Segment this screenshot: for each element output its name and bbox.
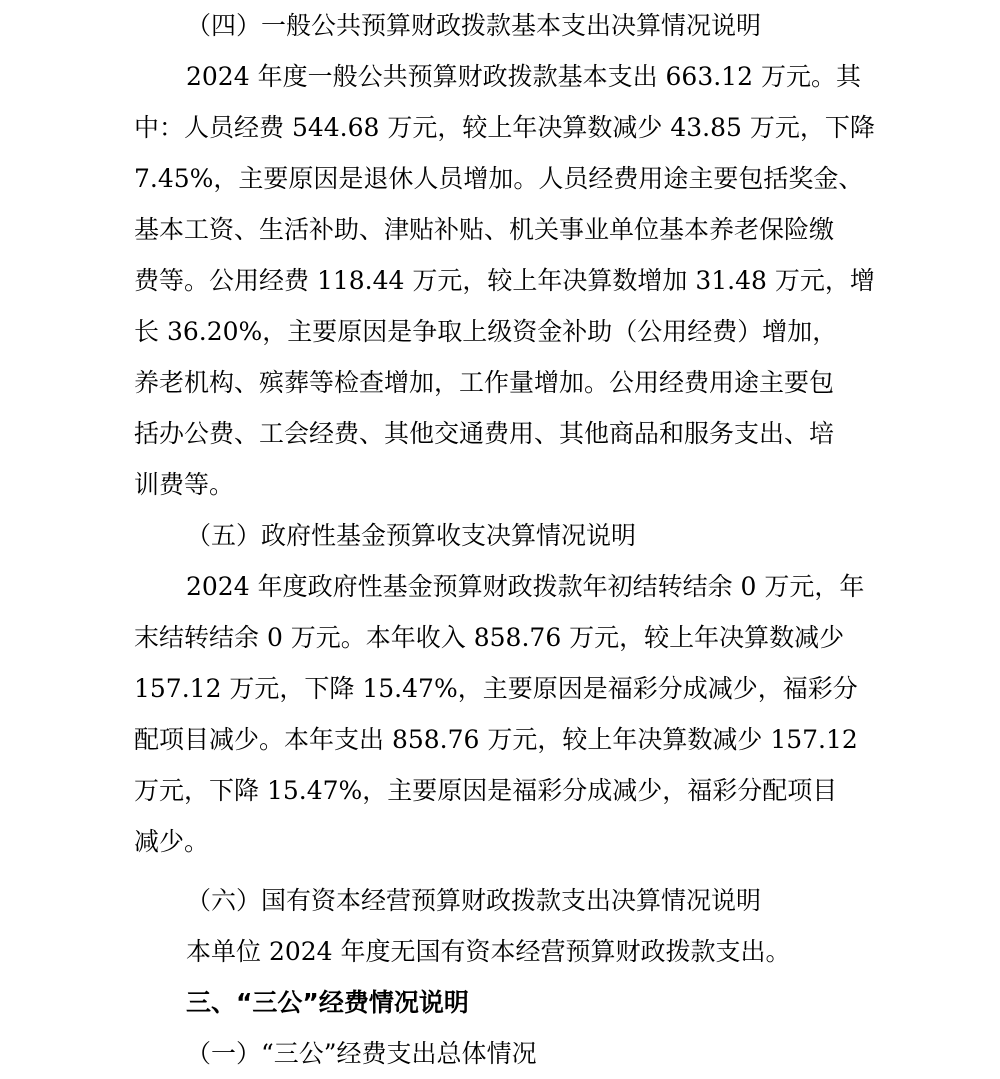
line-text: 训费等。 xyxy=(134,470,235,499)
paragraph-line xyxy=(134,306,879,357)
line-text: 中：人员经费 544.68 万元，较上年决算数减少 43.85 万元，下降 xyxy=(134,113,875,142)
section-5-heading-text: （五）政府性基金预算收支决算情况说明 xyxy=(186,521,637,550)
paragraph-line xyxy=(134,663,879,714)
paragraph-line xyxy=(134,612,879,663)
paragraph-line xyxy=(134,926,879,977)
paragraph-line xyxy=(134,357,879,408)
line-text: 2024 年度一般公共预算财政拨款基本支出 663.12 万元。其 xyxy=(186,62,861,91)
paragraph-line xyxy=(134,408,879,459)
line-text: 基本工资、生活补助、津贴补贴、机关事业单位基本养老保险缴 xyxy=(134,215,835,244)
section-6-heading xyxy=(134,875,879,926)
section-6-heading-text: （六）国有资本经营预算财政拨款支出决算情况说明 xyxy=(186,886,762,915)
section-three-1-heading xyxy=(134,1028,879,1079)
paragraph-line xyxy=(134,153,879,204)
paragraph-line xyxy=(134,816,879,867)
paragraph-line xyxy=(134,459,879,510)
line-text: 7.45%，主要原因是退休人员增加。人员经费用途主要包括奖金、 xyxy=(134,164,864,193)
line-text: 157.12 万元，下降 15.47%，主要原因是福彩分成减少，福彩分 xyxy=(134,674,858,703)
paragraph-line xyxy=(134,102,879,153)
line-text: 2024 年度政府性基金预算财政拨款年初结转结余 0 万元，年 xyxy=(186,572,865,601)
section-three-heading xyxy=(134,977,879,1028)
line-text: 括办公费、工会经费、其他交通费用、其他商品和服务支出、培 xyxy=(134,419,835,448)
line-text: 万元，下降 15.47%，主要原因是福彩分成减少，福彩分配项目 xyxy=(134,776,838,805)
paragraph-line xyxy=(134,204,879,255)
paragraph-line xyxy=(134,765,879,816)
section-5-heading xyxy=(134,510,879,561)
line-text: 本单位 2024 年度无国有资本经营预算财政拨款支出。 xyxy=(186,937,791,966)
line-text: 长 36.20%，主要原因是争取上级资金补助（公用经费）增加， xyxy=(134,317,838,346)
line-text: 末结转结余 0 万元。本年收入 858.76 万元，较上年决算数减少 xyxy=(134,623,845,652)
section-three-heading-text: 三、“三公”经费情况说明 xyxy=(186,988,469,1017)
paragraph-line xyxy=(134,51,879,102)
section-three-1-heading-text: （一）“三公”经费支出总体情况 xyxy=(186,1039,537,1068)
paragraph-line xyxy=(134,561,879,612)
line-text: 配项目减少。本年支出 858.76 万元，较上年决算数减少 157.12 xyxy=(134,725,858,754)
section-4-heading xyxy=(134,0,879,51)
line-text: 费等。公用经费 118.44 万元，较上年决算数增加 31.48 万元，增 xyxy=(134,266,875,295)
line-text: 减少。 xyxy=(134,827,210,856)
paragraph-line xyxy=(134,714,879,765)
paragraph-line xyxy=(134,255,879,306)
document-page xyxy=(134,0,879,1079)
section-4-heading-text: （四）一般公共预算财政拨款基本支出决算情况说明 xyxy=(186,11,762,40)
line-text: 养老机构、殡葬等检查增加，工作量增加。公用经费用途主要包 xyxy=(134,368,835,397)
